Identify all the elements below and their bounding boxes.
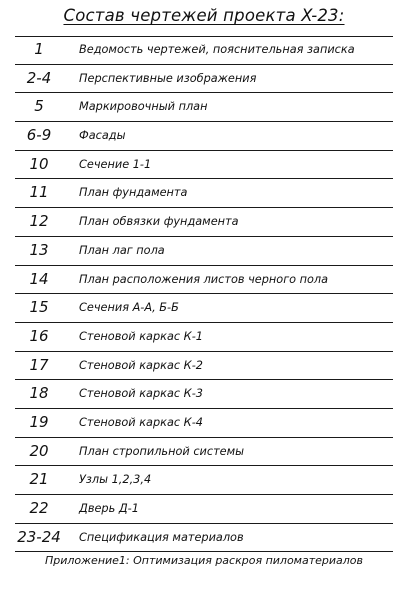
sheet-title: Сечения А-А, Б-Б — [79, 301, 179, 315]
sheet-number: 1 — [34, 40, 44, 58]
sheet-number: 2-4 — [26, 68, 52, 87]
sheet-title: Ведомость чертежей, пояснительная записка — [79, 43, 355, 56]
sheet-number: 6-9 — [26, 126, 52, 145]
list-item — [0, 352, 408, 381]
sheet-number: 19 — [29, 412, 49, 431]
appendix-note: Приложение1: Оптимизация раскроя пиломатериалов — [44, 554, 364, 567]
list-item — [0, 179, 408, 208]
sheet-number: 13 — [29, 240, 49, 259]
sheet-title: Маркировочный план — [79, 100, 208, 114]
sheet-title: Спецификация материалов — [79, 530, 244, 544]
sheet-number: 22 — [29, 499, 49, 517]
list-item — [0, 151, 408, 180]
sheet-number: 15 — [29, 298, 49, 317]
list-item — [0, 237, 408, 266]
sheet-title: План расположения листов черного пола — [79, 272, 329, 286]
list-item — [0, 524, 408, 553]
page-title: Состав чертежей проекта X-23: — [63, 6, 345, 25]
sheet-title: План лаг пола — [79, 243, 165, 257]
sheet-number: 5 — [34, 97, 44, 116]
sheet-title: Сечение 1-1 — [79, 157, 152, 171]
sheet-number: 17 — [29, 355, 49, 374]
sheet-number: 18 — [29, 384, 49, 403]
sheet-title: План фундамента — [79, 186, 188, 200]
sheet-number: 14 — [29, 269, 49, 288]
sheet-title: Дверь Д-1 — [79, 502, 139, 515]
list-item — [0, 380, 408, 409]
row-divider — [15, 551, 393, 552]
sheet-title: План обвязки фундамента — [79, 215, 239, 229]
list-item — [0, 466, 408, 495]
sheet-number: 21 — [29, 470, 49, 489]
list-item — [0, 323, 408, 352]
sheet-title: Стеновой каркас К-2 — [79, 358, 203, 372]
sheet-title: План стропильной системы — [79, 444, 245, 458]
list-item — [0, 93, 408, 122]
sheet-title: Стеновой каркас К-1 — [79, 329, 203, 343]
sheet-number: 11 — [29, 183, 49, 202]
list-item — [0, 294, 408, 323]
sheet-number: 16 — [29, 326, 49, 345]
sheet-title: Стеновой каркас К-3 — [79, 387, 203, 401]
list-item — [0, 122, 408, 151]
list-item — [0, 495, 408, 524]
sheet-number: 23-24 — [17, 527, 61, 546]
list-item — [0, 36, 408, 65]
sheet-title: Фасады — [79, 129, 126, 143]
list-item — [0, 409, 408, 438]
list-item — [0, 266, 408, 295]
list-item — [0, 438, 408, 467]
drawing-list — [0, 36, 408, 552]
sheet-number: 12 — [29, 212, 49, 231]
list-item — [0, 208, 408, 237]
sheet-number: 20 — [29, 441, 49, 460]
sheet-title: Перспективные изображения — [79, 71, 257, 85]
sheet-title: Стеновой каркас К-4 — [79, 415, 203, 429]
list-item — [0, 65, 408, 94]
sheet-number: 10 — [29, 154, 49, 173]
sheet-title: Узлы 1,2,3,4 — [79, 473, 152, 487]
